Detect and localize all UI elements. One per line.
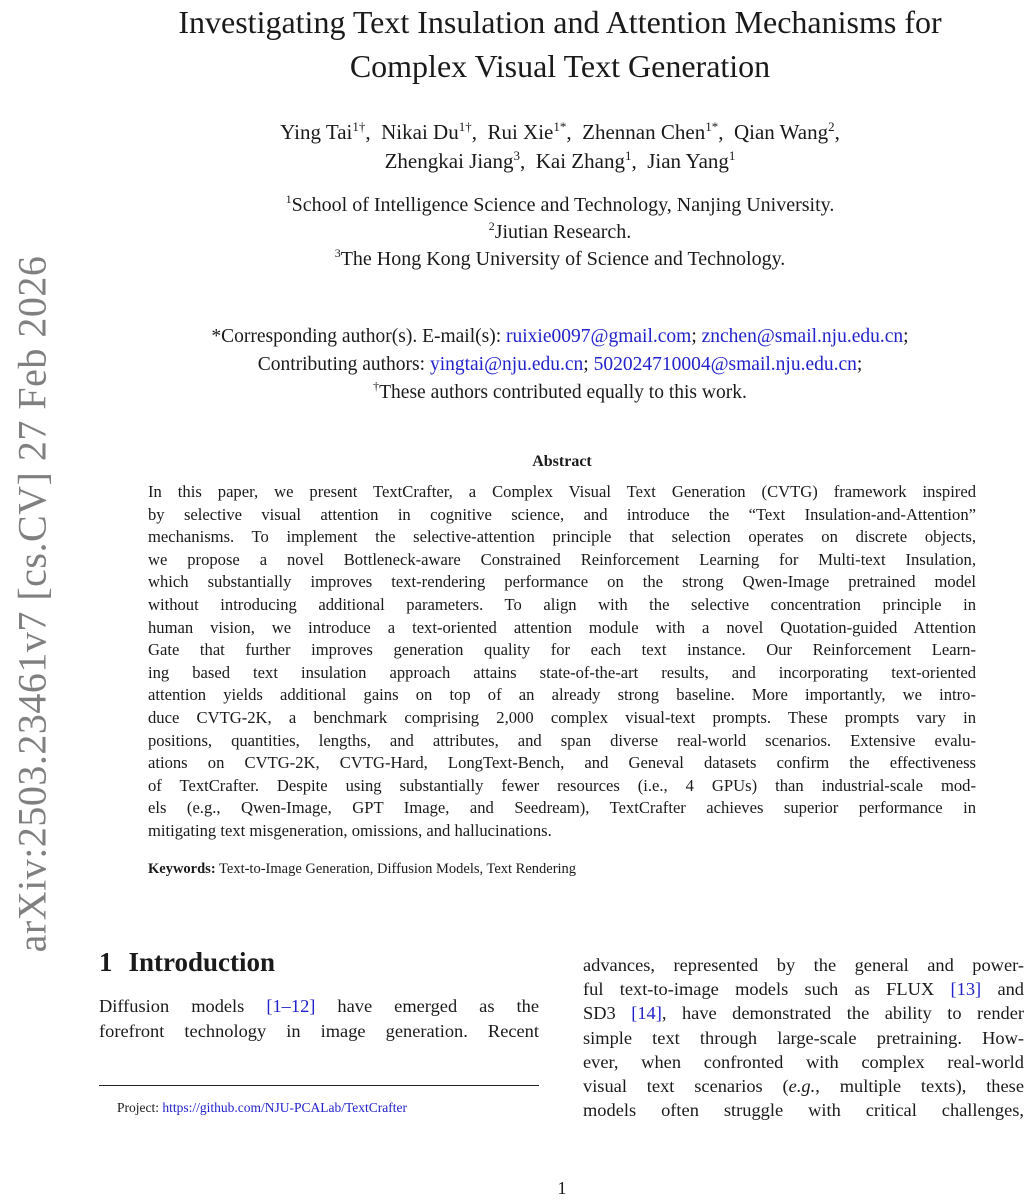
right-column-text bbox=[583, 953, 1024, 1122]
body-line: advances, represented by the general and power- bbox=[583, 955, 1024, 975]
keywords-text: Text-to-Image Generation, Diffusion Models, Text Rendering bbox=[215, 861, 577, 877]
project-url-link[interactable]: https://github.com/NJU-PCALab/TextCrafter bbox=[162, 1100, 408, 1115]
abstract-line: human vision, we introduce a text-oriented attention module with a novel Quotation-guided Attention bbox=[148, 617, 976, 637]
abstract-line: we propose a novel Bottleneck-aware Constrained Reinforcement Learning for Multi-text Insulation, bbox=[148, 549, 976, 569]
body-line: simple text through large-scale pretraining. How- bbox=[583, 1027, 1024, 1048]
abstract-line: attention yields additional gains on top of an already strong baseline. More importantly, we intro- bbox=[148, 685, 976, 705]
abstract-line: positions, quantities, lengths, and attributes, and span diverse real-world scenarios. Extensive evalu- bbox=[148, 730, 976, 750]
body-line: SD3 [14], have demonstrated the ability to render bbox=[583, 1003, 1024, 1024]
abstract-line: ing based text insulation approach attains state-of-the-art results, and incorporating text-oriented bbox=[148, 662, 976, 682]
corresponding-authors: *Corresponding author(s). E-mail(s): ruixie0097@gmail.com; znchen@smail.nju.edu.cn; bbox=[211, 326, 909, 347]
page-number: 1 bbox=[557, 1178, 567, 1198]
footnote-label: Project: bbox=[117, 1100, 163, 1115]
email-link[interactable]: ruixie0097@gmail.com bbox=[506, 326, 692, 347]
abstract-line: of TextCrafter. Despite using substantially fewer resources (i.e., 4 GPUs) than industrial-scale mod- bbox=[148, 775, 976, 795]
citation-link[interactable]: [1–12] bbox=[266, 996, 316, 1016]
arxiv-stamp bbox=[2, 248, 62, 960]
author: Qian Wang$^2$ bbox=[733, 119, 835, 144]
footnote bbox=[117, 1099, 407, 1117]
abstract-line: ations on CVTG-2K, CVTG-Hard, LongText-Bench, and Geneval datasets confirm the effectiveness bbox=[148, 753, 976, 773]
abstract-body bbox=[148, 481, 976, 843]
paper-title bbox=[120, 0, 1000, 88]
affiliation: $^3$The Hong Kong University of Science and Technology. bbox=[334, 246, 786, 270]
body-line: models often struggle with critical challenges, bbox=[583, 1100, 1024, 1121]
abstract-line: mechanisms. To implement the selective-attention principle that selection operates on discrete objects, bbox=[148, 527, 976, 547]
citation-link[interactable]: [13] bbox=[950, 979, 982, 1000]
author: Jian Yang$^1$ bbox=[647, 148, 736, 173]
arxiv-identifier: arXiv:2503.23461v7 [cs.CV] 27 Feb 2026 bbox=[9, 255, 55, 953]
abstract-line: without introducing additional parameters. To align with the selective concentration principle in bbox=[148, 594, 976, 614]
citation-link[interactable]: [14] bbox=[631, 1003, 662, 1024]
author: Ying Tai$^{1\dagger}$ bbox=[280, 119, 366, 144]
abstract-line: duce CVTG-2K, a benchmark comprising 2,000 complex visual-text prompts. These prompts vary in bbox=[148, 707, 976, 727]
footnote-divider bbox=[99, 1085, 539, 1086]
abstract-heading: Abstract bbox=[532, 453, 592, 470]
author: Rui Xie$^{1*}$ bbox=[487, 119, 567, 144]
author: Kai Zhang$^1$ bbox=[535, 148, 632, 173]
section-title: Introduction bbox=[128, 947, 276, 977]
abstract-line: mitigating text misgeneration, omissions, and hallucinations. bbox=[148, 820, 552, 840]
author: Zhennan Chen$^{1*}$ bbox=[582, 119, 719, 144]
abstract-line: which substantially improves text-rendering performance on the strong Qwen-Image pretrained model bbox=[148, 572, 976, 592]
section-number: 1 bbox=[99, 947, 113, 977]
author: Zhengkai Jiang$^3$ bbox=[384, 148, 520, 173]
contact-block bbox=[120, 323, 1000, 407]
abstract-line: by selective visual attention in cognitive science, and introduce the “Text Insulation-and-Attention” bbox=[148, 504, 976, 524]
affiliation: $^1$School of Intelligence Science and Technology, Nanjing University. bbox=[285, 192, 835, 216]
author-list: Ying Tai$^{1\dagger}$, Nikai $Du^{1\dagger}$, Rui Xie$^{1*}$, Zhennan Chen$^{1*}$, Qian Wang$^2$, Zhengkai Jiang$^3$, Kai Zhang$^1$, Jian Yang$^1$ bbox=[280, 119, 840, 173]
email-link[interactable]: znchen@smail.nju.edu.cn bbox=[701, 326, 904, 347]
body-line: ever, when confronted with complex real-world bbox=[583, 1051, 1024, 1072]
title-line-1: Investigating Text Insulation and Attention Mechanisms for bbox=[178, 4, 942, 40]
keywords-label: Keywords: bbox=[148, 861, 216, 877]
affiliation: $^2$Jiutian Research. bbox=[488, 219, 632, 243]
abstract-line: els (e.g., Qwen-Image, GPT Image, and Seedream), TextCrafter achieves superior performance in bbox=[148, 798, 976, 818]
affiliation-list bbox=[150, 192, 970, 273]
email-link[interactable]: 502024710004@smail.nju.edu.cn bbox=[593, 354, 857, 375]
left-column-text bbox=[99, 994, 539, 1043]
equal-contribution-note: †These authors contributed equally to this work. bbox=[373, 379, 747, 403]
keywords bbox=[148, 859, 976, 879]
body-line: ful text-to-image models such as FLUX [13] and bbox=[583, 979, 1024, 1000]
title-line-2: Complex Visual Text Generation bbox=[349, 48, 771, 84]
abstract-line: Gate that further improves generation quality for each text instance. Our Reinforcement Learn- bbox=[148, 640, 976, 660]
body-line: Diffusion models [1–12] have emerged as the bbox=[99, 996, 539, 1016]
body-line: forefront technology in image generation. Recent bbox=[99, 1020, 539, 1041]
contributing-authors: Contributing authors: yingtai@nju.edu.cn; 502024710004@smail.nju.edu.cn; bbox=[257, 354, 863, 375]
section-heading bbox=[99, 944, 275, 980]
email-link[interactable]: yingtai@nju.edu.cn bbox=[429, 354, 584, 375]
body-line: visual text scenarios (e.g., multiple texts), these bbox=[583, 1076, 1024, 1097]
abstract-line: In this paper, we present TextCrafter, a Complex Visual Text Generation (CVTG) framework inspired bbox=[148, 482, 976, 501]
author: Nikai $Du^{1\dagger}$ bbox=[381, 119, 472, 144]
